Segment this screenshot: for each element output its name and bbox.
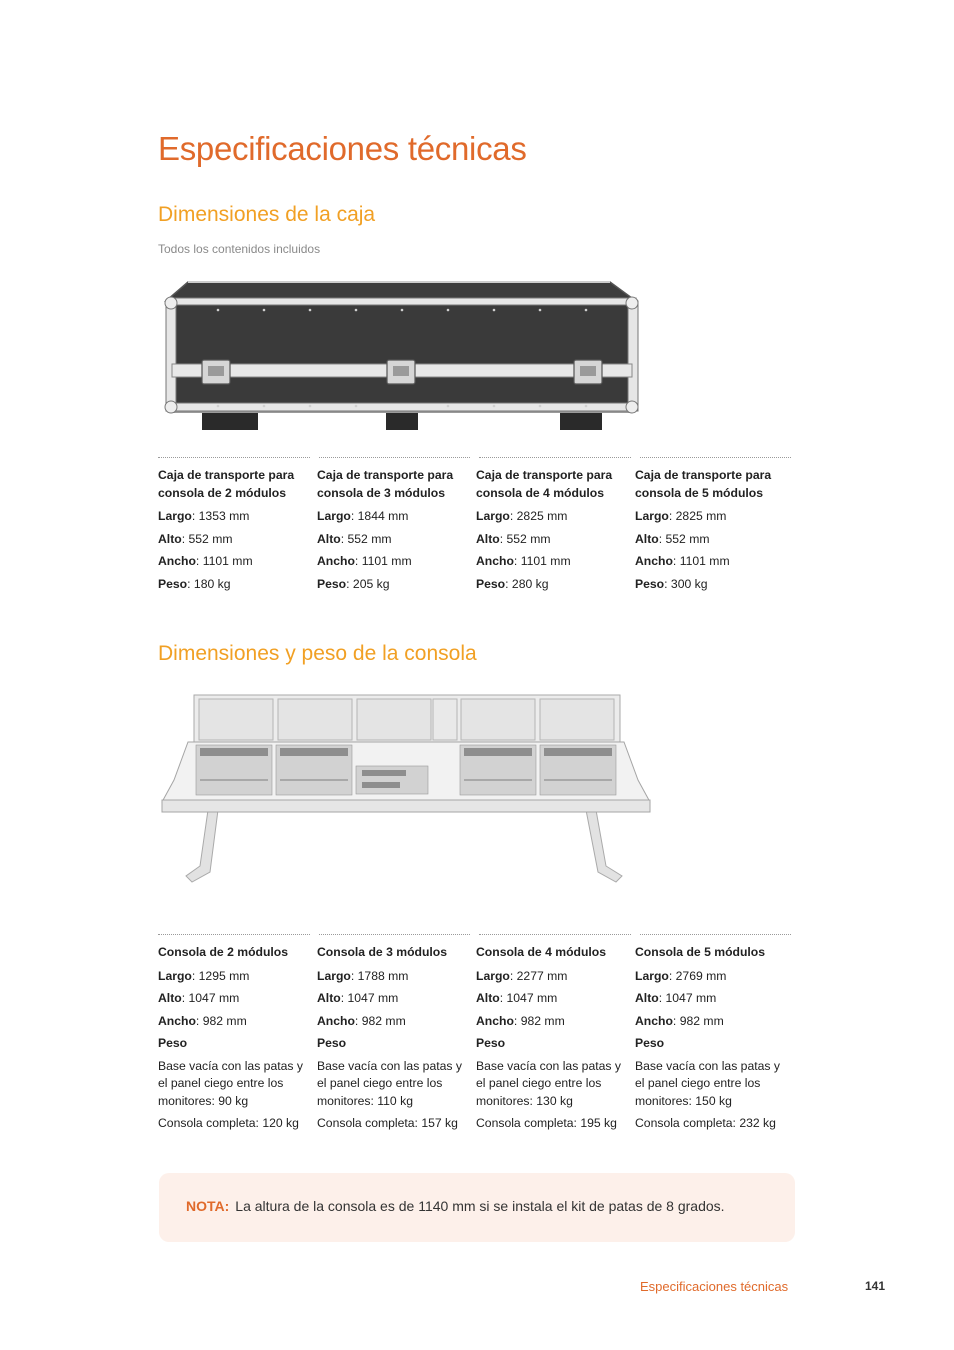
spec-ancho: Ancho: 1101 mm [317,554,412,568]
spec-alto: Alto: 552 mm [317,531,392,546]
case-spec-title: Caja de transporte para consola de 2 módulos [158,468,295,500]
spec-peso-label: Peso [158,1036,188,1050]
console-image [158,690,653,892]
spec-largo: Largo: 2825 mm [476,509,568,523]
note-text [186,1198,725,1214]
console-specs-grid [158,944,798,1138]
case-spec-column [158,467,317,598]
spec-ancho: Ancho: 982 mm [476,1013,565,1028]
spec-base-weight: Base vacía con las patas y el panel ciego entre los monitores: 110 kg [317,1058,462,1108]
spec-peso-label: Peso [476,1036,506,1050]
spec-alto: Alto: 552 mm [635,531,710,546]
case-specs-grid [158,467,798,598]
console-section-heading: Dimensiones y peso de la consola [158,642,477,665]
case-spec-column [635,467,794,598]
spec-largo: Largo: 1353 mm [158,509,250,523]
page-title: Especificaciones técnicas [158,130,527,167]
case-spec-title: Caja de transporte para consola de 4 módulos [476,468,613,500]
console-divider [158,934,791,935]
spec-largo: Largo: 2277 mm [476,968,568,983]
spec-base-weight: Base vacía con las patas y el panel ciego entre los monitores: 150 kg [635,1058,780,1108]
spec-alto: Alto: 552 mm [476,531,551,546]
case-spec-column [317,467,476,598]
console-spec-column [635,944,794,1138]
spec-ancho: Ancho: 1101 mm [158,554,253,568]
console-spec-title: Consola de 3 módulos [317,945,448,959]
spec-ancho: Ancho: 982 mm [317,1013,406,1028]
spec-largo: Largo: 1295 mm [158,968,250,983]
spec-alto: Alto: 552 mm [158,531,233,546]
case-spec-title: Caja de transporte para consola de 3 módulos [317,468,454,500]
spec-full-weight: Consola completa: 195 kg [476,1116,617,1130]
spec-peso: Peso: 280 kg [476,576,549,591]
spec-alto: Alto: 1047 mm [317,991,399,1005]
spec-alto: Alto: 1047 mm [476,991,558,1005]
spec-ancho: Ancho: 982 mm [635,1013,724,1028]
case-section-heading: Dimensiones de la caja [158,203,376,226]
case-section-subtitle: Todos los contenidos incluidos [158,242,321,256]
spec-peso: Peso: 180 kg [158,576,231,591]
case-spec-column [476,467,635,598]
note-body: La altura de la consola es de 1140 mm si se instala el kit de patas de 8 grados. [235,1198,725,1214]
spec-alto: Alto: 1047 mm [158,991,240,1005]
footer-section-title: Especificaciones técnicas [640,1279,789,1294]
spec-full-weight: Consola completa: 120 kg [158,1116,299,1130]
spec-largo: Largo: 2769 mm [635,968,727,983]
console-spec-column [317,944,476,1138]
spec-peso-label: Peso [635,1036,665,1050]
spec-peso-label: Peso [317,1036,347,1050]
spec-full-weight: Consola completa: 157 kg [317,1116,458,1130]
console-spec-column [158,944,317,1138]
spec-largo: Largo: 2825 mm [635,509,727,523]
note-label: NOTA: [186,1198,230,1214]
console-spec-column [476,944,635,1138]
console-spec-title: Consola de 2 módulos [158,945,289,959]
spec-peso: Peso: 205 kg [317,576,390,591]
footer-page-number: 141 [865,1279,886,1293]
transport-case-image [158,276,640,432]
spec-ancho: Ancho: 1101 mm [476,554,571,568]
case-divider [158,457,791,458]
spec-peso: Peso: 300 kg [635,576,708,591]
spec-base-weight: Base vacía con las patas y el panel ciego entre los monitores: 90 kg [158,1058,303,1108]
spec-ancho: Ancho: 982 mm [158,1013,247,1028]
spec-full-weight: Consola completa: 232 kg [635,1116,776,1130]
note-box [159,1173,795,1242]
spec-ancho: Ancho: 1101 mm [635,554,730,568]
console-spec-title: Consola de 4 módulos [476,945,607,959]
console-spec-title: Consola de 5 módulos [635,945,766,959]
case-spec-title: Caja de transporte para consola de 5 módulos [635,468,772,500]
spec-alto: Alto: 1047 mm [635,991,717,1005]
spec-largo: Largo: 1844 mm [317,509,409,523]
spec-largo: Largo: 1788 mm [317,968,409,983]
spec-base-weight: Base vacía con las patas y el panel ciego entre los monitores: 130 kg [476,1058,621,1108]
